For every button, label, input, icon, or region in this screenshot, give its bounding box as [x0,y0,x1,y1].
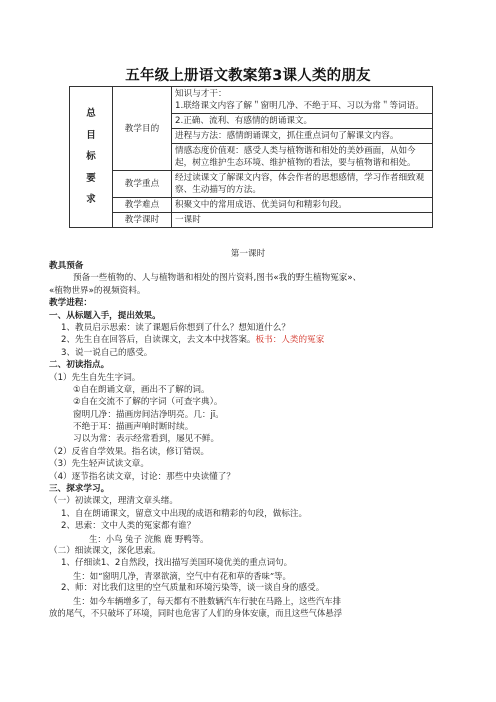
student-answer: 生：如“窗明几净，青翠欲滴，空气中有花和草的香味”等。 [73,570,291,581]
prep-text: 预备一些植物的、人与植物谐和相处的图片资料,图书«我的野生植物冤家»、 [73,273,362,284]
lesson-plan-table [69,86,433,228]
step-text: 3、说一说自己的感受。 [61,347,153,358]
blackboard-note: 板书：人类的冤家 [255,335,325,346]
section-heading: 三、探求学习。 [49,484,110,495]
difficulty-label: 教学难点 [113,198,172,213]
student-answer: 生：如今车辆增多了，每天都有不胜数辆汽车行驶在马路上，这些汽车排 [73,595,341,606]
overall-goals-label: 总 目 标 要 求 [70,87,113,228]
step-text: ①自在朗诵文章，画出不了解的词。 [73,384,210,395]
goal-attitude: 情感态度价值观：感受人类与植物谐和相处的美妙画面，从如今起，树立维护生态环境、维护植物的看法，要与植物谐和相处。 [172,144,433,171]
section-heading: 二、初读指点。 [49,360,110,371]
student-answer: 放的尾气，不只破坏了环境，同时也危害了人们的身体安康，而且这些气体悬浮 [49,607,343,618]
step-text: （1）先生自先生字词。 [49,372,141,383]
document-title: 五年级上册语文教案第3课人类的朋友 [125,68,371,84]
section-heading: 一、从标题入手，提出效果。 [49,310,161,321]
step-text: （二）细读课文，深化思索。 [49,545,161,556]
key-points-label: 教学重点 [113,171,172,198]
goals-label: 教学目的 [113,87,172,171]
process-heading: 教学进程： [49,298,92,309]
goal-knowledge: 知识与才干： 1.联络课文内容了解＂窗明几净、不绝于耳、习以为常＂等词语。 [172,87,433,114]
step-text: 1、自在朗诵课文，留意文中出现的成语和精彩的句段，做标注。 [61,508,308,519]
prep-text: «植物世界»的视频资料。 [49,285,146,296]
prep-heading: 教具预备 [49,261,84,271]
step-text: 1、教员启示思索：读了课题后你想到了什么？想知道什么？ [61,322,290,333]
goal-knowledge-2: 2.正确、流利、有感情的朗诵课文。 [172,114,433,129]
step-text: 2、师：对比我们这里的空气质量和环境污染等，谈一谈自身的感受。 [61,583,325,594]
period-heading: 第一课时 [230,249,266,259]
step-text: 2、先生自在回答后，自读课文，去文本中找答案。板书：人类的冤家 [61,335,325,346]
vocab-text: 不绝于耳：描画声响时断时续。 [73,422,194,433]
goal-process: 进程与方法：感情朗诵课文，抓住重点词句了解课文内容。 [172,129,433,144]
step-text: （一）初读课文，理清文章头绪。 [49,496,178,507]
step-text: 2、思索：文中人类的冤家都有谁？ [61,521,196,532]
step-text: （2）反省自学效果。指名读，修订错误。 [49,446,210,457]
step-text: （4）逐节指名读文章，讨论：那些中央读懂了？ [49,471,235,482]
class-hours-label: 教学课时 [113,213,172,228]
lesson-body [49,260,459,619]
vocab-text: 习以为常：表示经常看到，屡见不鲜。 [73,434,220,445]
step-text: ②自在交流不了解的字词（可查字典）。 [73,397,223,408]
student-answer: 生：小鸟 兔子 浣熊 鹿 野鸭等。 [89,533,209,544]
class-hours-text: 一课时 [172,213,433,228]
vocab-text: 窗明几净：描画房间洁净明亮。几：jī。 [73,409,224,420]
step-text: 1、仔细读1、2自然段，找出描写美国环境优美的重点词句。 [61,558,293,569]
step-text: （3）先生轻声试读文章。 [49,459,149,470]
difficulty-text: 积聚文中的常用成语、优美词句和精彩句段。 [172,198,433,213]
key-points-text: 经过读课文了解课文内容，体会作者的思想感情，学习作者细致观察、生动描写的方法。 [172,171,433,198]
